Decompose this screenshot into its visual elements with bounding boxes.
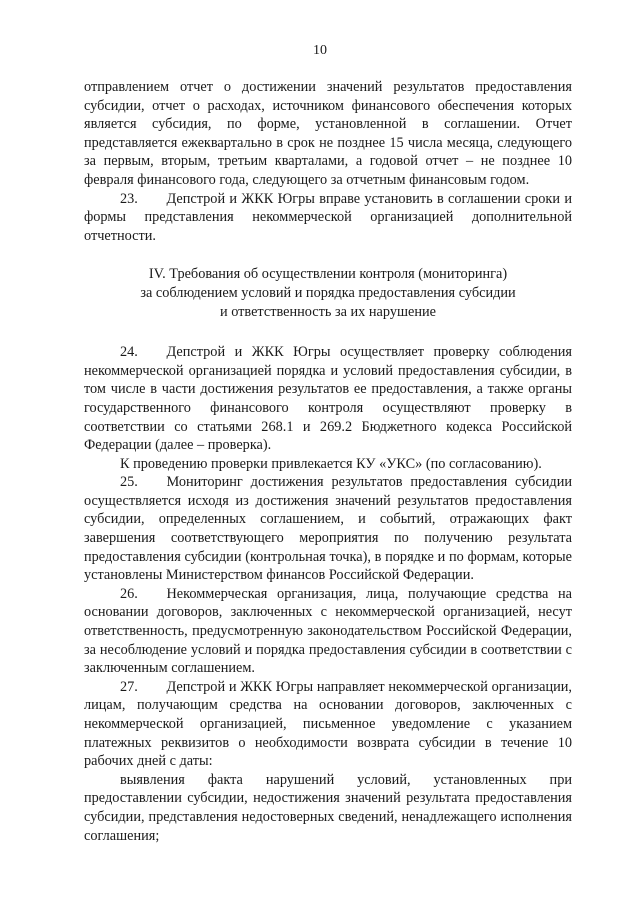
section-heading-line-2: за соблюдением условий и порядка предоставления субсидии xyxy=(140,284,516,301)
paragraph-inspection-involvement: К проведению проверки привлекается КУ «УКС» (по согласованию). xyxy=(120,455,542,472)
section-heading xyxy=(84,265,572,321)
paragraph-violation-detection: выявления факта нарушений условий, установленных при предоставлении субсидии, недостижения значений результата предоставления субсидии, представления недостоверных сведений, ненадлежащего исполнения соглашения; xyxy=(84,771,572,844)
paragraph-27: 27. Депстрой и ЖКК Югры направляет некоммерческой организации, лицам, получающим средства на основании договоров, заключенных с некоммерческой организацией, письменное уведомление с указанием платежных реквизитов о необходимости возврата субсидии в течение 10 рабочих дней с даты: xyxy=(84,678,572,770)
paragraph-23: 23. Депстрой и ЖКК Югры вправе установить в соглашении сроки и формы представления некоммерческой организацией дополнительной отчетности. xyxy=(84,190,572,244)
paragraph-26: 26. Некоммерческая организация, лица, получающие средства на основании договоров, заключенных с некоммерческой организацией, несут ответственность, предусмотренную законодательством Российской Федерации, за несоблюдение условий и порядка предоставления субсидии в соответствии с заключенным соглашением. xyxy=(84,585,572,677)
document-body xyxy=(84,78,572,845)
paragraph-25: 25. Мониторинг достижения результатов предоставления субсидии осуществляется исходя из достижения значений результатов предоставления субсидии, определенных соглашением, и событий, отражающих факт завершения соответствующего мероприятия по получению результата предоставления субсидии (контрольная точка), в порядке и по формам, которые установлены Министерством финансов Российской Федерации. xyxy=(84,474,572,584)
paragraph-report-continuation: отправлением отчет о достижении значений результатов предоставления субсидии, отчет о расходах, источником финансового обеспечения которых является субсидия, по форме, установленной в соглашении. Отчет представляется ежеквартально в срок не позднее 15 числа месяца, следующего за первым, вторым, третьим кварталами, а годовой отчет – не позднее 10 февраля финансового года, следующего за отчетным финансовым годом. xyxy=(84,79,572,188)
paragraph-24: 24. Депстрой и ЖКК Югры осуществляет проверку соблюдения некоммерческой организацией порядка и условий предоставления субсидии, в том числе в части достижения результатов ее предоставления, а также органы государственного финансового контроля осуществляют проверку в соответствии со статьями 268.1 и 269.2 Бюджетного кодекса Российской Федерации (далее – проверка). xyxy=(84,344,572,454)
section-heading-line-3: и ответственность за их нарушение xyxy=(219,303,437,320)
page-number: 10 xyxy=(313,43,327,58)
section-heading-line-1: IV. Требования об осуществлении контроля (мониторинга) xyxy=(148,266,508,283)
